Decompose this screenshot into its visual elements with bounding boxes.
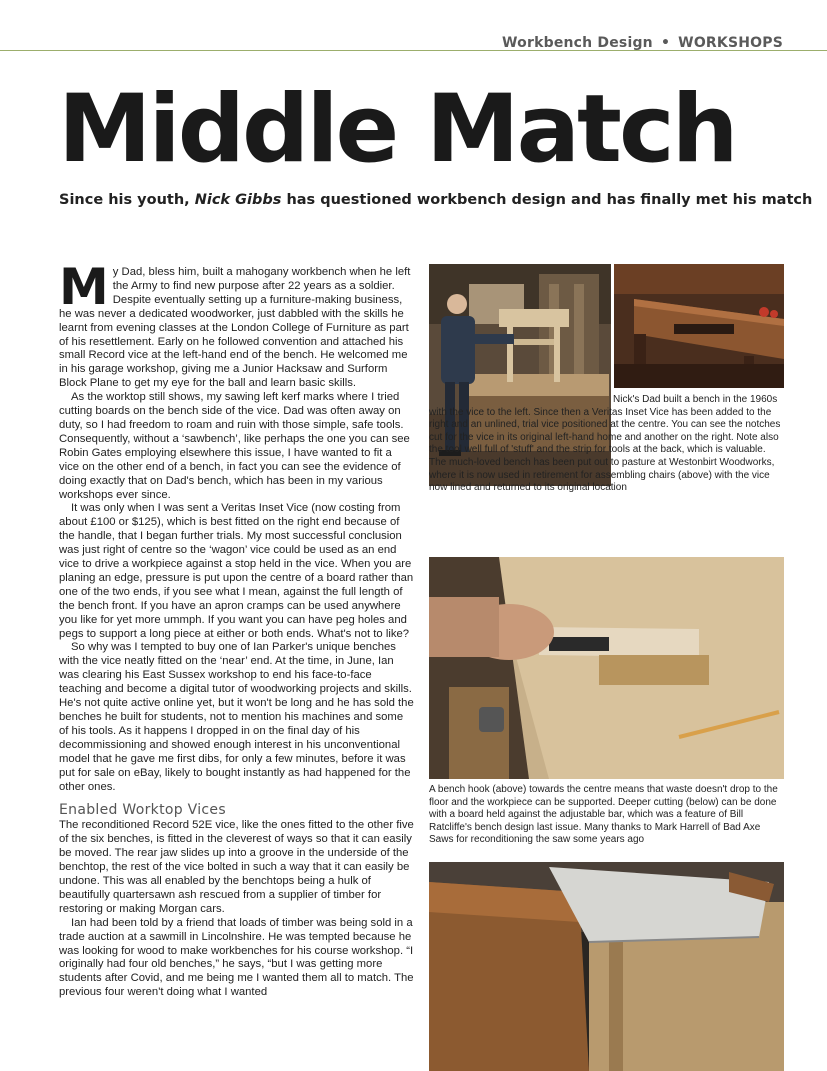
standfirst (59, 192, 812, 208)
photo-deeper-cutting (429, 862, 784, 1071)
section-category: WORKSHOPS (678, 35, 783, 51)
paragraph-2: As the worktop still shows, my sawing left kerf marks where I tried cutting boards on the bench side of the vice. Dad was often away on duty, so I had freedom to roam and ruin with those simple, safe tools. Consequently, without a ‘sawbench’, like perhaps the one you can see Robin Gates employing elsewhere this issue, I have wanted to fit a vice on the other end of a bench, in fact you can see the evidence of doing exactly that on Dad's bench, which has been in my various workshops ever since. (59, 391, 410, 501)
caption-top (429, 394, 784, 495)
standfirst-lead: Since his youth, (59, 192, 195, 208)
photo-dads-bench (614, 264, 784, 388)
body-column (59, 258, 414, 1000)
paragraph-5: The reconditioned Record 52E vice, like the ones fitted to the other five of the six benches, is fitted in the cleverest of ways so that it can easily be moved. The rear jaw slides up into a groove in the underside of the benchtop, the rest of the vice bolted in such a way that it can easily be undone. This was all enabled by the benchtops being a hulk of beautifully quartersawn ash rescued from a supplier of timber for restoring or making Morgan cars. (59, 819, 414, 915)
subheading: Enabled Worktop Vices (59, 802, 226, 819)
section-separator: • (660, 35, 671, 51)
article-title: Middle Match (58, 75, 736, 184)
drop-cap: M (59, 258, 109, 316)
author-name: Nick Gibbs (194, 192, 282, 208)
paragraph-1: y Dad, bless him, built a mahogany workbench when he left the Army to find new purpose after 22 years as a soldier. Despite eventually setting up a furniture-making business, he was never a dedicated woodworker, just dabbled with the skills he learnt from evening classes at the London College of Furniture as part of his resettlement. Early on he followed convention and attached his small Record vice at the left-hand end of the bench. He welcomed me in his garage workshop, giving me a Junior Hacksaw and Surform Block Plane to get my eye for the ball and learn basic skills. (59, 266, 411, 390)
section-name: Workbench Design (502, 35, 653, 51)
caption-middle (429, 784, 784, 847)
paragraph-3: It was only when I was sent a Veritas Inset Vice (now costing from about £100 or $125), which is best fitted on the right end because of the handle, that I began further trials. My most successful conclusion was just right of centre so the ‘wagon’ vice could be used as an end vice to drive a workpiece against a stop held in the vice. When you are planing an edge, pressure is put upon the centre of a board rather than one of the two ends, if you see what I mean, against the full length of the bench front. If you have an apron cramps can be used anywhere you like for yet more ummph. If you want you can have peg holes and pegs to support a long piece at either or both ends. What's not to like? (59, 502, 414, 640)
caption-middle-text: A bench hook (above) towards the centre means that waste doesn't drop to the floor and the workpiece can be supported. Deeper cutting (below) can be done with a board held against the adjustable bar, which was a feature of Bill Ratcliffe's bench design last issue. Many thanks to Mark Harrell of Bad Axe Saws for reconditioning the saw some years ago (429, 784, 778, 846)
standfirst-tail: has questioned workbench design and has finally met his match (281, 192, 813, 208)
caption-top-text: Nick's Dad built a bench in the 1960s with the vice to the left. Since then a Veritas Inset Vice has been added to the right and an unlined, trial vice positioned at the centre. You can see the notches cut for the vice in its original left-hand home and another on the right. Note also the tool well full of 'stuff' and the strip for tools at the back, which is valuable. The much-loved bench has been put out to pasture at Westonbirt Woodworks, where it is now used in retirement for assembling chairs (above) with the vice now lined and returned to its original location (429, 394, 781, 494)
paragraph-6: Ian had been told by a friend that loads of timber was being sold in a trade auction at a sawmill in Lincolnshire. He was tempted because he was looking for wood to make workbenches for his course workshop. “I originally had four old benches,” he says, “but I was getting more students after Covid, and me being me I wanted them all to match. The previous four weren't doing what I wanted (59, 916, 414, 999)
section-label (502, 35, 783, 51)
paragraph-4: So why was I tempted to buy one of Ian Parker's unique benches with the vice neatly fitted on the ‘near’ end. At the time, in June, Ian was clearing his East Sussex workshop to end his face-to-face teaching and become a digital tutor of woodworking projects and skills. He's not quite active online yet, but it won't be long and he has sold the benches he built for students, not to mention his machines and some of his tools. As it happens I dropped in on the final day of his decommissioning and showed enough interest in his unconventional model that he gave me first dibs, for only a few minutes, before it was put for sale on eBay, likely to bought instantly as had happened for the other ones. (59, 641, 414, 793)
photo-bench-hook-sawing (429, 557, 784, 779)
